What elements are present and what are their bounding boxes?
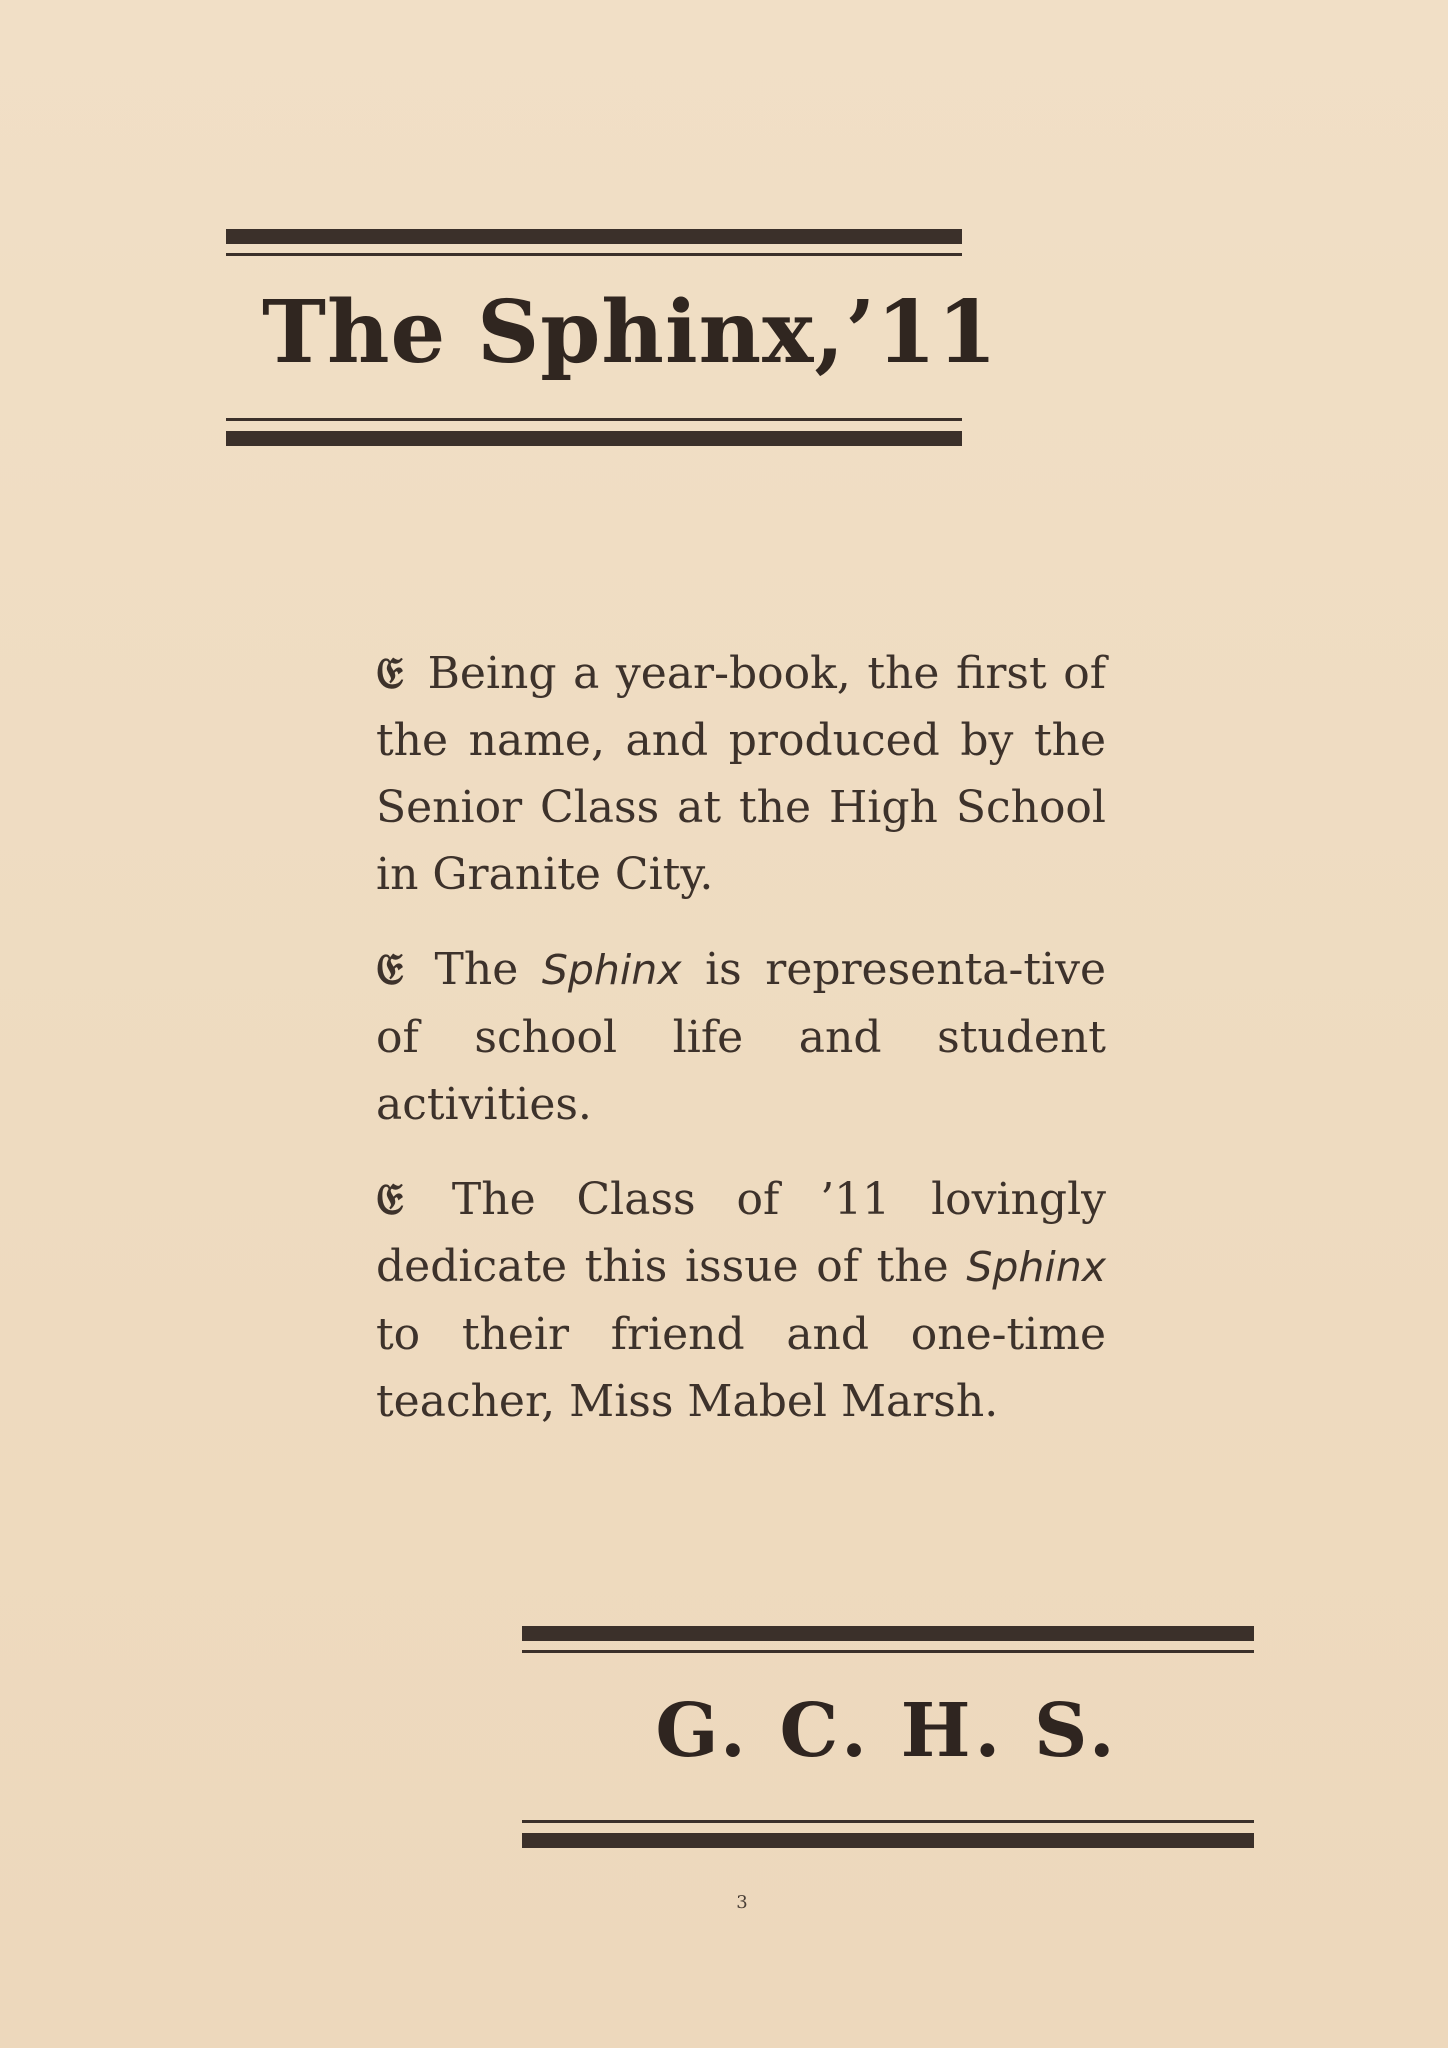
paragraph-3-italic-title: Sphinx: [966, 1243, 1106, 1291]
paragraph-mark-icon: 𝔈: [376, 944, 403, 995]
paragraph-2-text-before: The: [434, 944, 542, 995]
initials-bottom-thick-rule: [522, 1833, 1254, 1848]
paragraph-2: [376, 936, 1106, 1138]
paragraph-1-text: Being a year-book, the first of the name, and produced by the Senior Class at the High School in Granite City.: [376, 648, 1106, 900]
paragraph-mark-icon: 𝔈: [376, 648, 403, 699]
title-top-thin-rule: [226, 253, 962, 256]
paragraph-3-text-before: The Class of ’11 lovingly dedicate this issue of the: [376, 1174, 1106, 1292]
paragraph-2-italic-title: Sphinx: [541, 946, 682, 994]
initials-bottom-thin-rule: [522, 1820, 1254, 1823]
paragraph-2-text-after: is representa-tive of school life and student activities.: [376, 944, 1106, 1130]
title-top-thick-rule: [226, 229, 962, 244]
dedication-text-block: [376, 640, 1106, 1463]
paragraph-mark-icon: 𝔈: [376, 1174, 403, 1225]
page-title: The Sphinx,’11: [262, 282, 998, 383]
initials-top-thin-rule: [522, 1650, 1254, 1653]
school-initials: G. C. H. S.: [655, 1688, 1119, 1774]
initials-top-thick-rule: [522, 1626, 1254, 1641]
paragraph-3: [376, 1166, 1106, 1435]
title-bottom-thick-rule: [226, 431, 962, 446]
title-bottom-thin-rule: [226, 418, 962, 421]
paragraph-3-text-after: to their friend and one-time teacher, Miss Mabel Marsh.: [376, 1309, 1106, 1427]
paragraph-1: [376, 640, 1106, 908]
page-number: 3: [736, 1892, 748, 1913]
